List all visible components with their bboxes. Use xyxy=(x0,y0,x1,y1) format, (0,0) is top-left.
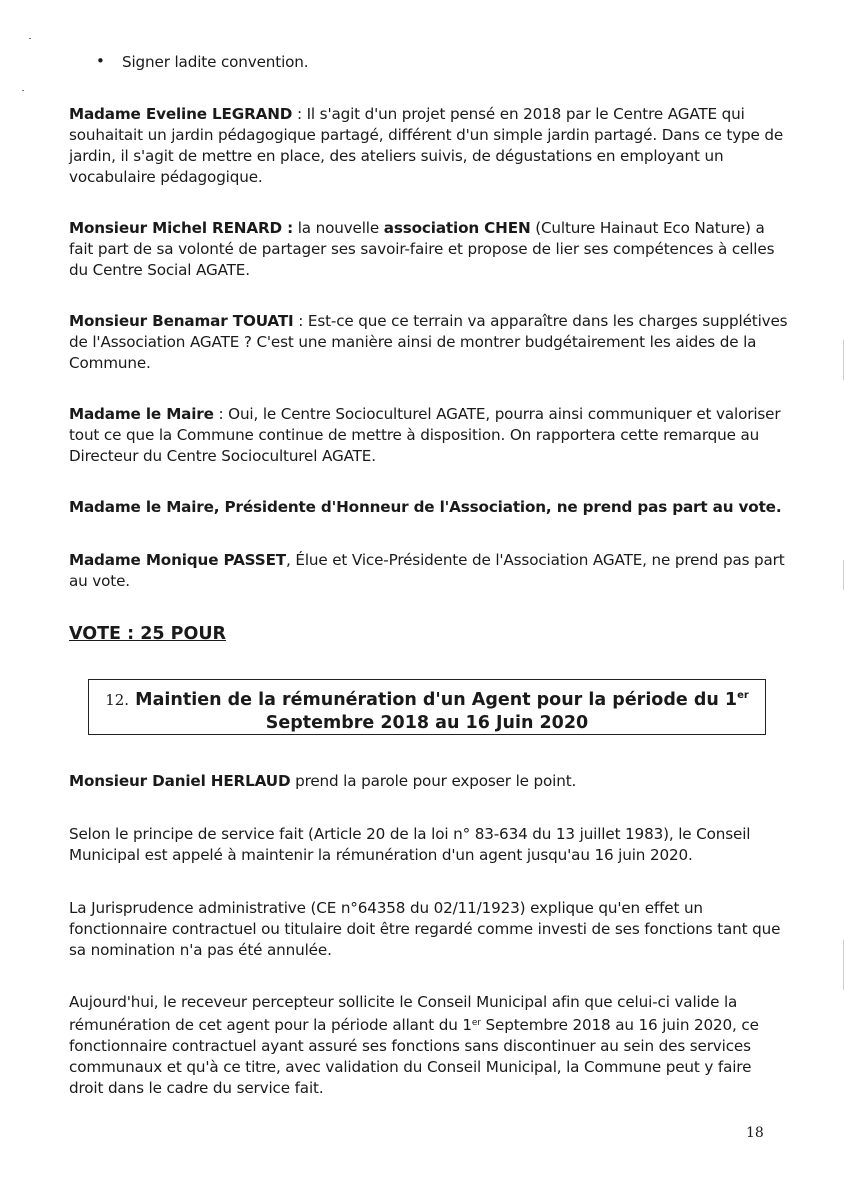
section-title-part: Maintien de la rémunération d'un Agent pour la période du 1 xyxy=(129,689,738,710)
paragraph-text: prend la parole pour exposer le point. xyxy=(290,772,577,790)
paragraph-service-fait: Selon le principe de service fait (Article 20 de la loi n° 83-634 du 13 juillet 1983), le Conseil Municipal est appelé à maintenir la rémunération d'un agent jusqu'au 16 juin 2020. xyxy=(69,825,751,864)
section-title-sup: er xyxy=(737,690,749,701)
section-heading-box xyxy=(88,679,766,735)
speaker-name: Madame Eveline LEGRAND xyxy=(69,105,293,123)
bullet-item: Signer ladite convention. xyxy=(122,53,309,71)
paragraph-renard xyxy=(69,218,789,281)
paragraph-text: : Est-ce que ce terrain va apparaître dans les charges supplétives de l'Association AGATE ? C'est une manière ainsi de montrer budgétairement les aides de la Commune. xyxy=(69,312,788,372)
speaker-name: Madame Monique PASSET xyxy=(69,551,287,569)
bullet-symbol: • xyxy=(96,52,105,70)
paragraph-text: (Culture Hainaut Eco Nature) a fait part de sa volonté de partager ses savoir-faire et propose de lier ses compétences à celles du Centre Social AGATE. xyxy=(69,219,775,279)
section-title-line-2: Septembre 2018 au 16 Juin 2020 xyxy=(265,712,589,733)
section-number: 12. xyxy=(105,690,130,709)
paragraph-jurisprudence: La Jurisprudence administrative (CE n°64358 du 02/11/1923) explique qu'en effet un fonctionnaire contractuel ou titulaire doit être regardé comme investi de ses fonctions tant que sa nomination n'a pas été annulée. xyxy=(69,899,781,959)
vote-result: VOTE : 25 POUR xyxy=(69,624,227,644)
association-name: association CHEN xyxy=(383,219,531,237)
paragraph-text: Aujourd'hui, le receveur percepteur sollicite le Conseil Municipal afin que celui-ci valide la rémunération de cet agent pour la période allant du 1 xyxy=(69,993,738,1034)
speaker-name: Monsieur Daniel HERLAUD xyxy=(69,772,291,790)
paragraph-receveur xyxy=(69,992,789,1099)
scan-edge-line xyxy=(843,340,844,380)
scan-speck xyxy=(29,38,31,39)
page-number: 18 xyxy=(746,1125,764,1141)
scan-speck xyxy=(22,90,24,91)
speaker-name: Madame le Maire xyxy=(69,405,214,423)
section-title-line-1 xyxy=(89,684,765,712)
scan-edge-line xyxy=(843,560,844,590)
paragraph-text: Septembre 2018 au 16 juin 2020, ce fonctionnaire contractuel ayant assuré ses fonctions sans discontinuer au sein des services communaux et qu'à ce titre, avec validation du Conseil Municipal, la Commune peut y faire droit dans le cadre du service fait. xyxy=(69,1016,759,1097)
paragraph-maire xyxy=(69,404,789,467)
scan-edge-line xyxy=(843,940,844,990)
paragraph-text: la nouvelle xyxy=(293,219,384,237)
speaker-name: Monsieur Benamar TOUATI xyxy=(69,312,294,330)
paragraph-text: , Élue et Vice-Présidente de l'Association AGATE, ne prend pas part au vote. xyxy=(69,551,785,590)
paragraph-herlaud xyxy=(69,771,789,792)
speaker-name: Monsieur Michel RENARD : xyxy=(69,219,294,237)
ordinal-sup: er xyxy=(471,1018,481,1028)
paragraph-text: : Il s'agit d'un projet pensé en 2018 par le Centre AGATE qui souhaitait un jardin pédagogique partagé, différent d'un simple jardin partagé. Dans ce type de jardin, il s'agit de mettre en place, des ateliers suivis, de dégustations en employant un vocabulaire pédagogique. xyxy=(69,105,784,186)
paragraph-text: : Oui, le Centre Socioculturel AGATE, pourra ainsi communiquer et valoriser tout ce que la Commune continue de mettre à disposition. On rapportera cette remarque au Directeur du Centre Socioculturel AGATE. xyxy=(69,405,781,465)
paragraph-touati xyxy=(69,311,789,374)
paragraph-legrand xyxy=(69,104,789,188)
paragraph-passet xyxy=(69,550,789,592)
paragraph-maire-abstention: Madame le Maire, Présidente d'Honneur de l'Association, ne prend pas part au vote. xyxy=(69,498,782,516)
